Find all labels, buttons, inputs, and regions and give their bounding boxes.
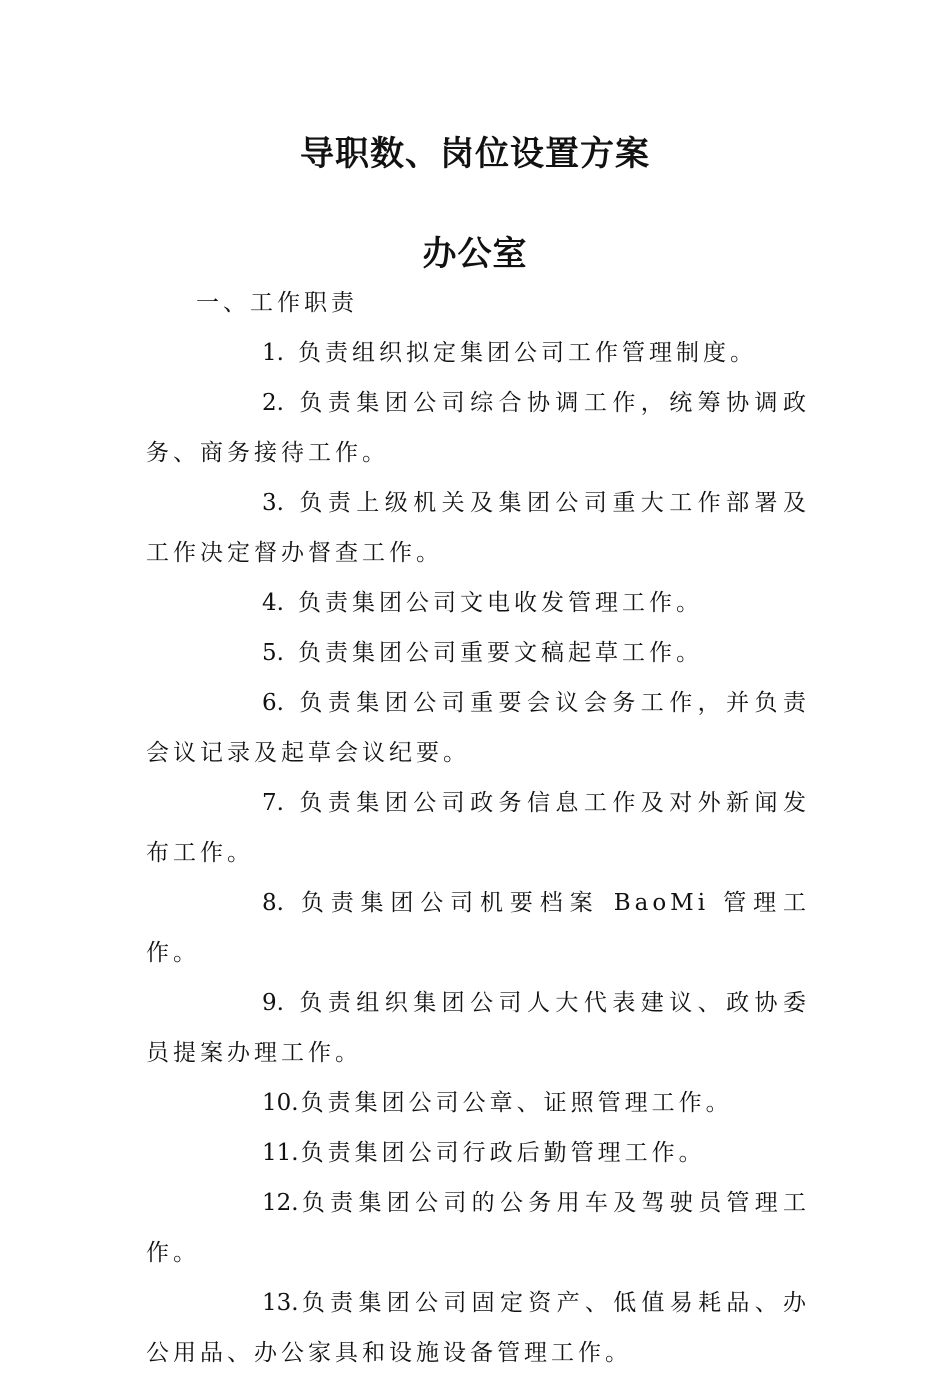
list-item: [146, 628, 810, 678]
item-number: 13.: [262, 1290, 299, 1316]
item-number: 8.: [262, 890, 284, 916]
list-item: [146, 678, 810, 778]
item-number: 1.: [262, 340, 284, 366]
item-text: 负责集团公司综合协调工作，统筹协调政务、商务接待工作。: [146, 390, 810, 466]
item-text: 负责上级机关及集团公司重大工作部署及工作决定督办督查工作。: [146, 490, 810, 566]
department-title: 办公室: [422, 234, 528, 274]
list-item: [146, 328, 810, 378]
item-number: 4.: [262, 590, 284, 616]
item-number: 6.: [262, 690, 284, 716]
item-number: 3.: [262, 490, 284, 516]
list-item: [146, 478, 810, 578]
item-number: 7.: [262, 790, 284, 816]
item-number: 11.: [262, 1140, 299, 1166]
document-body: [146, 278, 810, 1378]
item-text: 负责集团公司重要文稿起草工作。: [297, 640, 703, 666]
item-text: 负责组织集团公司人大代表建议、政协委员提案办理工作。: [146, 990, 810, 1066]
item-text: 负责集团公司文电收发管理工作。: [297, 590, 703, 616]
list-item: [146, 1078, 810, 1128]
item-number: 2.: [262, 390, 284, 416]
item-text: 负责组织拟定集团公司工作管理制度。: [297, 340, 757, 366]
item-text: 负责集团公司公章、证照管理工作。: [300, 1090, 733, 1116]
item-text: 负责集团公司机要档案 BaoMi 管理工作。: [146, 890, 810, 966]
item-text: 负责集团公司的公务用车及驾驶员管理工作。: [146, 1190, 810, 1266]
list-item: [146, 1178, 810, 1278]
list-item: [146, 578, 810, 628]
section-heading: 一、工作职责: [196, 290, 358, 316]
item-text: 负责集团公司固定资产、低值易耗品、办公用品、办公家具和设施设备管理工作。: [146, 1290, 810, 1366]
list-item: [146, 778, 810, 878]
item-text: 负责集团公司行政后勤管理工作。: [300, 1140, 706, 1166]
list-item: [146, 878, 810, 978]
item-number: 12.: [262, 1190, 299, 1216]
list-item: [146, 378, 810, 478]
list-item: [146, 978, 810, 1078]
item-number: 9.: [262, 990, 284, 1016]
item-text: 负责集团公司重要会议会务工作，并负责会议记录及起草会议纪要。: [146, 690, 810, 766]
list-item: [146, 1278, 810, 1378]
item-number: 5.: [262, 640, 284, 666]
list-item: [146, 1128, 810, 1178]
document-title: 导职数、岗位设置方案: [300, 134, 650, 174]
item-number: 10.: [262, 1090, 299, 1116]
item-text: 负责集团公司政务信息工作及对外新闻发布工作。: [146, 790, 810, 866]
